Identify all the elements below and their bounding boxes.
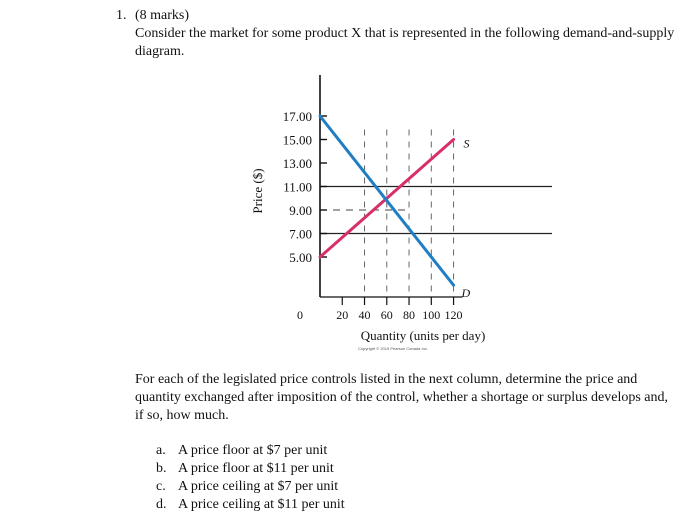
demand-curve <box>320 116 454 285</box>
list-item: c. A price ceiling at $7 per unit <box>156 479 339 494</box>
question-number: 1. <box>116 8 127 23</box>
x-tick-label: 20 <box>336 308 349 322</box>
y-axis-title: Price ($) <box>250 168 265 214</box>
list-item: a. A price floor at $7 per unit <box>156 443 328 458</box>
y-tick-label: 11.00 <box>283 179 312 195</box>
y-tick-label: 13.00 <box>282 156 312 171</box>
x-axis-title: Quantity (units per day) <box>360 328 486 343</box>
y-tick-label: 17.00 <box>282 109 312 124</box>
origin-label: 0 <box>297 308 303 322</box>
y-tick-label: 5.00 <box>289 250 312 265</box>
x-tick-label: 100 <box>422 308 441 322</box>
instructions-text: For each of the legislated price controls listed in the next column, determine the price and quantity exchanged after imposition of the control, whether a shortage or surplus develops and, if so, how much. <box>135 372 669 423</box>
y-tick-label: 9.00 <box>289 203 312 218</box>
supply-label: S <box>463 136 470 151</box>
demand-label: D <box>461 286 471 301</box>
question-marks: (8 marks) <box>135 8 190 23</box>
x-tick-label: 120 <box>444 308 463 322</box>
y-tick-label: 7.00 <box>289 226 312 242</box>
copyright-text: Copyright © 2019 Pearson Canada Inc. <box>358 346 428 351</box>
x-tick-label: 40 <box>358 308 371 322</box>
x-tick-label: 60 <box>380 308 393 322</box>
y-tick-label: 15.00 <box>282 132 312 148</box>
list-item: b. A price floor at $11 per unit <box>156 461 334 476</box>
price-control-list <box>156 442 345 514</box>
question-prompt: Consider the market for some product X that is represented in the following demand-and-supply diagram. <box>135 26 675 59</box>
x-tick-label: 80 <box>403 308 416 322</box>
list-item: d. A price ceiling at $11 per unit <box>156 497 345 512</box>
